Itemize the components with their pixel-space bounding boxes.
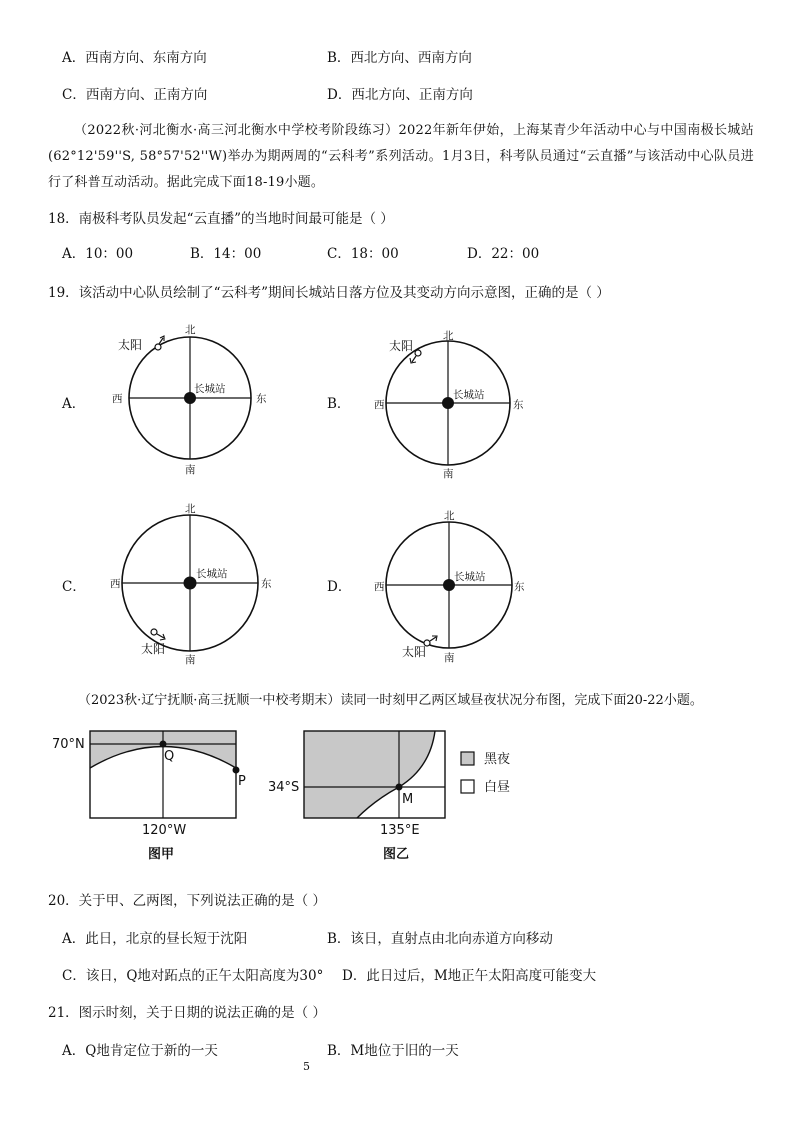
west-label: 西 xyxy=(110,578,121,590)
station-label: 长城站 xyxy=(194,383,226,395)
q19-stem: 19．该活动中心队员绘制了“云科考”期间长城站日落方位及其变动方向示意图，正确的是（ ） xyxy=(48,285,610,301)
q18-option-c: C．18：00 xyxy=(327,246,399,262)
q20-option-b: B．该日，直射点由北向赤道方向移动 xyxy=(327,931,553,947)
point-p-label: P xyxy=(238,774,246,789)
station-label: 长城站 xyxy=(453,389,485,401)
q18-option-a: A．10：00 xyxy=(62,246,134,262)
intro-18-19: （2022秋·河北衡水·高三河北衡水中学校考阶段练习）2022年新年伊始，上海某青少年活动中心与中国南极长城站(62°12'59''S, 58°57'52''W)举办为期两周的“云科考”系列活动。1月3日，科考队员通过“云直播”与该活动中心队员进行了科普互动活动。据此完成下面18-19小题。 xyxy=(48,123,754,190)
north-label: 北 xyxy=(444,510,455,522)
point-p-marker xyxy=(233,767,240,774)
figure-yi xyxy=(268,731,445,862)
point-q-label: Q xyxy=(164,749,175,764)
north-label: 北 xyxy=(185,324,196,336)
west-label: 西 xyxy=(374,399,385,411)
sun-marker xyxy=(151,629,157,635)
q20-option-d: D．此日过后，M地正午太阳高度可能变大 xyxy=(342,968,597,984)
q20-option-a: A．此日，北京的昼长短于沈阳 xyxy=(62,931,248,947)
north-label: 北 xyxy=(443,330,454,342)
q21-option-a: A．Q地肯定位于新的一天 xyxy=(62,1043,218,1059)
sun-marker xyxy=(415,350,421,356)
q20-option-c: C．该日，Q地对跖点的正午太阳高度为30° xyxy=(62,968,324,984)
q21-option-b: B．M地位于旧的一天 xyxy=(327,1043,459,1059)
diagram-b xyxy=(374,330,524,480)
q19-option-a-letter: A． xyxy=(62,396,86,412)
west-label: 西 xyxy=(112,393,123,405)
point-q-marker xyxy=(160,741,167,748)
figure-jia xyxy=(52,731,246,862)
q17-option-b: B．西北方向、西南方向 xyxy=(327,50,472,66)
q19-option-b-letter: B． xyxy=(327,396,351,412)
page-number: 5 xyxy=(303,1060,310,1073)
caption: 图甲 xyxy=(148,847,175,862)
q21-stem: 21．图示时刻，关于日期的说法正确的是（ ） xyxy=(48,1005,326,1021)
q18-option-d: D．22：00 xyxy=(467,246,540,262)
west-label: 西 xyxy=(374,581,385,593)
south-label: 南 xyxy=(185,464,196,476)
south-label: 南 xyxy=(185,654,196,666)
north-label: 北 xyxy=(185,503,196,515)
q18-stem: 18．南极科考队员发起“云直播”的当地时间最可能是（ ） xyxy=(48,211,394,227)
legend-day-swatch xyxy=(461,780,474,793)
sun-label: 太阳 xyxy=(141,642,166,656)
south-label: 南 xyxy=(444,652,455,664)
legend xyxy=(461,751,510,795)
legend-day-label: 白昼 xyxy=(484,780,511,795)
east-label: 东 xyxy=(261,578,272,590)
caption: 图乙 xyxy=(383,847,410,862)
lat-label: 70°N xyxy=(52,737,85,752)
point-m-marker xyxy=(396,784,403,791)
sun-marker xyxy=(155,344,161,350)
q20-stem: 20．关于甲、乙两图，下列说法正确的是（ ） xyxy=(48,893,326,909)
station-label: 长城站 xyxy=(454,571,486,583)
q17-option-c: C．西南方向、正南方向 xyxy=(62,87,208,103)
legend-night-swatch xyxy=(461,752,474,765)
legend-night-label: 黑夜 xyxy=(484,752,511,767)
q19-option-c-letter: C． xyxy=(62,579,86,595)
q19-option-d-letter: D． xyxy=(327,579,352,595)
lon-label: 120°W xyxy=(142,823,187,838)
lon-label: 135°E xyxy=(380,823,420,838)
point-m-label: M xyxy=(402,792,414,807)
lat-label: 34°S xyxy=(268,780,300,795)
intro-20-22: （2023秋·辽宁抚顺·高三抚顺一中校考期末）读同一时刻甲乙两区域昼夜状况分布图，完成下面20-22小题。 xyxy=(78,693,703,708)
q18-option-b: B．14：00 xyxy=(190,246,262,262)
sun-label: 太阳 xyxy=(389,339,414,353)
movement-arrow-icon xyxy=(430,637,436,641)
station-dot xyxy=(184,577,197,590)
diagram-a xyxy=(112,324,267,476)
diagram-d xyxy=(374,510,525,664)
q17-option-d: D．西北方向、正南方向 xyxy=(327,87,473,103)
sun-label: 太阳 xyxy=(402,645,427,659)
east-label: 东 xyxy=(514,581,525,593)
south-label: 南 xyxy=(443,468,454,480)
movement-arrow-icon xyxy=(412,356,416,362)
sun-label: 太阳 xyxy=(118,338,143,352)
east-label: 东 xyxy=(513,399,524,411)
diagram-c xyxy=(110,503,272,666)
q17-option-a: A．西南方向、东南方向 xyxy=(62,50,207,66)
station-label: 长城站 xyxy=(196,568,228,580)
east-label: 东 xyxy=(256,393,267,405)
